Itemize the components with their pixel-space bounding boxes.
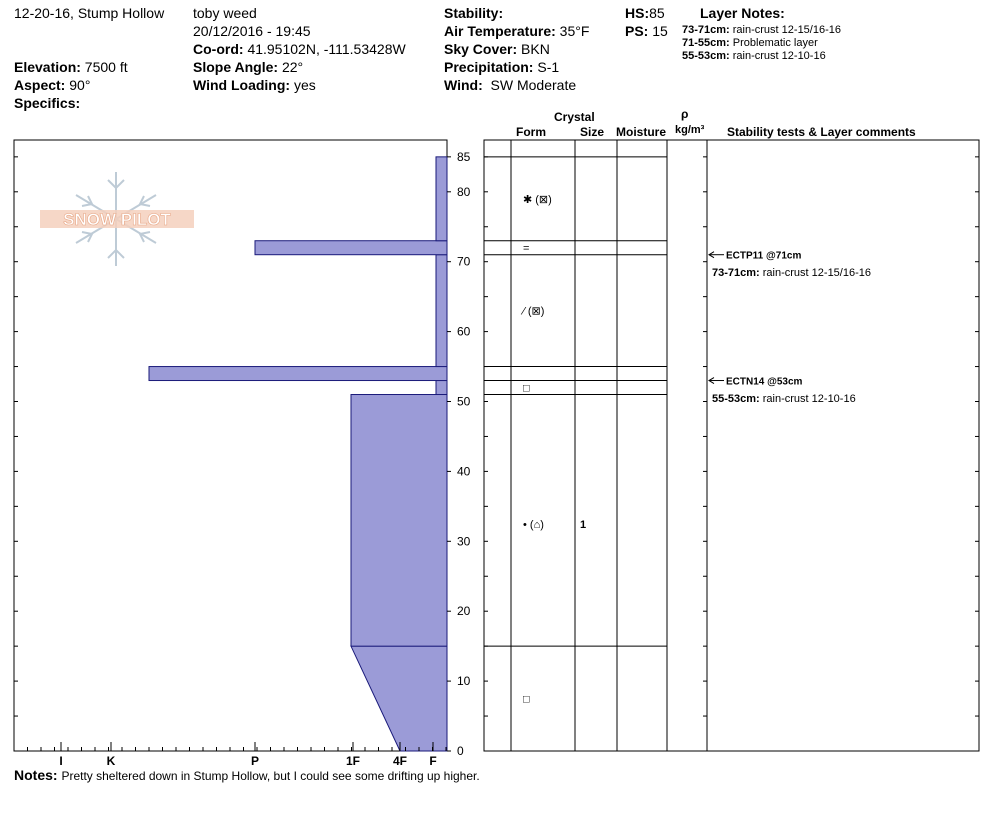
crystal-form: ⁄ (⊠) — [523, 305, 545, 318]
layer-comment: 73-71cm: rain-crust 12-15/16-16 — [712, 267, 871, 280]
layer-note-text: rain-crust 12-10-16 — [732, 50, 826, 62]
stability-test-label: ECTN14 @53cm — [726, 376, 803, 388]
aspect-value: 90° — [69, 77, 91, 93]
hs-value: 85 — [649, 5, 665, 21]
stability-test-label: ECTP11 @71cm — [726, 250, 802, 262]
profile-title: 12-20-16, Stump Hollow — [14, 5, 165, 21]
layer-note-text: Problematic layer — [732, 37, 818, 49]
wind-label: Wind: — [444, 77, 483, 93]
layer-comment: 55-53cm: rain-crust 12-10-16 — [712, 393, 856, 406]
col-moisture: Moisture — [616, 125, 667, 139]
depth-tick-label: 50 — [457, 394, 471, 409]
layer-note-range: 73-71cm: — [682, 24, 730, 36]
hardness-bar — [255, 241, 447, 255]
col-form: Form — [516, 125, 546, 139]
col-density-unit: kg/m³ — [675, 124, 705, 136]
depth-tick-label: 30 — [457, 534, 471, 549]
hardness-tick-label: 1F — [345, 754, 361, 768]
elevation-label: Elevation: — [14, 59, 81, 75]
slope-value: 22° — [281, 59, 304, 75]
coord-value: 41.95102N, -111.53428W — [247, 41, 406, 57]
hs-label: HS: — [625, 5, 650, 21]
hardness-bar — [351, 646, 447, 751]
precip-value: S-1 — [537, 59, 560, 75]
crystal-form: □ — [523, 382, 530, 395]
precip-label: Precipitation: — [444, 59, 534, 75]
observation-datetime: 20/12/2016 - 19:45 — [193, 23, 311, 39]
col-size: Size — [580, 125, 605, 139]
col-crystal: Crystal — [554, 110, 595, 124]
sky-value: BKN — [521, 41, 550, 57]
notes-label: Notes: — [14, 767, 58, 783]
hardness-tick-label: P — [250, 754, 260, 768]
hardness-bar — [436, 157, 447, 241]
wind-loading-value: yes — [293, 77, 316, 93]
hardness-tick-label: 4F — [392, 754, 408, 768]
crystal-form: = — [523, 242, 530, 255]
layer-note-text: rain-crust 12-15/16-16 — [732, 24, 841, 36]
wind-value: SW Moderate — [490, 77, 577, 93]
ps-value: 15 — [652, 23, 668, 39]
notes-text: Pretty sheltered down in Stump Hollow, but I could see some drifting up higher. — [61, 769, 480, 783]
stability-label: Stability: — [444, 5, 504, 21]
sky-label: Sky Cover: — [444, 41, 518, 57]
snowflake-logo-icon — [38, 170, 198, 270]
layer-note-range: 71-55cm: — [682, 37, 730, 49]
logo-text: SNOW PILOT — [63, 210, 171, 229]
crystal-form: ✱ (⊠) — [523, 193, 552, 206]
elevation-value: 7500 ft — [84, 59, 128, 75]
hardness-tick-label: K — [106, 754, 116, 768]
hardness-tick-label: I — [59, 754, 63, 768]
crystal-size: 1 — [580, 518, 587, 531]
wind-loading-label: Wind Loading: — [193, 77, 291, 93]
depth-tick-label: 80 — [457, 184, 471, 199]
observer-name: toby weed — [193, 5, 257, 21]
depth-tick-label: 40 — [457, 464, 471, 479]
layer-notes-title: Layer Notes: — [700, 5, 785, 21]
air-temp-value: 35°F — [559, 23, 590, 39]
specifics-label: Specifics: — [14, 95, 81, 111]
depth-tick-label: 20 — [457, 604, 471, 619]
depth-tick-label: 60 — [457, 324, 471, 339]
air-temp-label: Air Temperature: — [444, 23, 556, 39]
slope-label: Slope Angle: — [193, 59, 279, 75]
depth-tick-label: 85 — [457, 149, 471, 164]
col-comments: Stability tests & Layer comments — [727, 125, 916, 139]
depth-tick-label: 0 — [457, 744, 464, 758]
crystal-form: • (⌂) — [523, 518, 544, 531]
aspect-label: Aspect: — [14, 77, 66, 93]
layer-table-frame — [484, 140, 979, 751]
depth-tick-label: 70 — [457, 254, 471, 269]
depth-tick-label: 10 — [457, 674, 471, 689]
hardness-tick-label: F — [429, 754, 437, 768]
ps-label: PS: — [625, 23, 649, 39]
coord-label: Co-ord: — [193, 41, 244, 57]
hardness-bar — [149, 367, 447, 381]
crystal-form: □ — [523, 693, 530, 706]
col-rho: ρ — [681, 107, 689, 121]
hardness-bar — [436, 381, 447, 395]
layer-note-range: 55-53cm: — [682, 50, 730, 62]
notes — [14, 767, 480, 784]
hardness-bar — [436, 255, 447, 367]
hardness-bar — [351, 395, 447, 647]
